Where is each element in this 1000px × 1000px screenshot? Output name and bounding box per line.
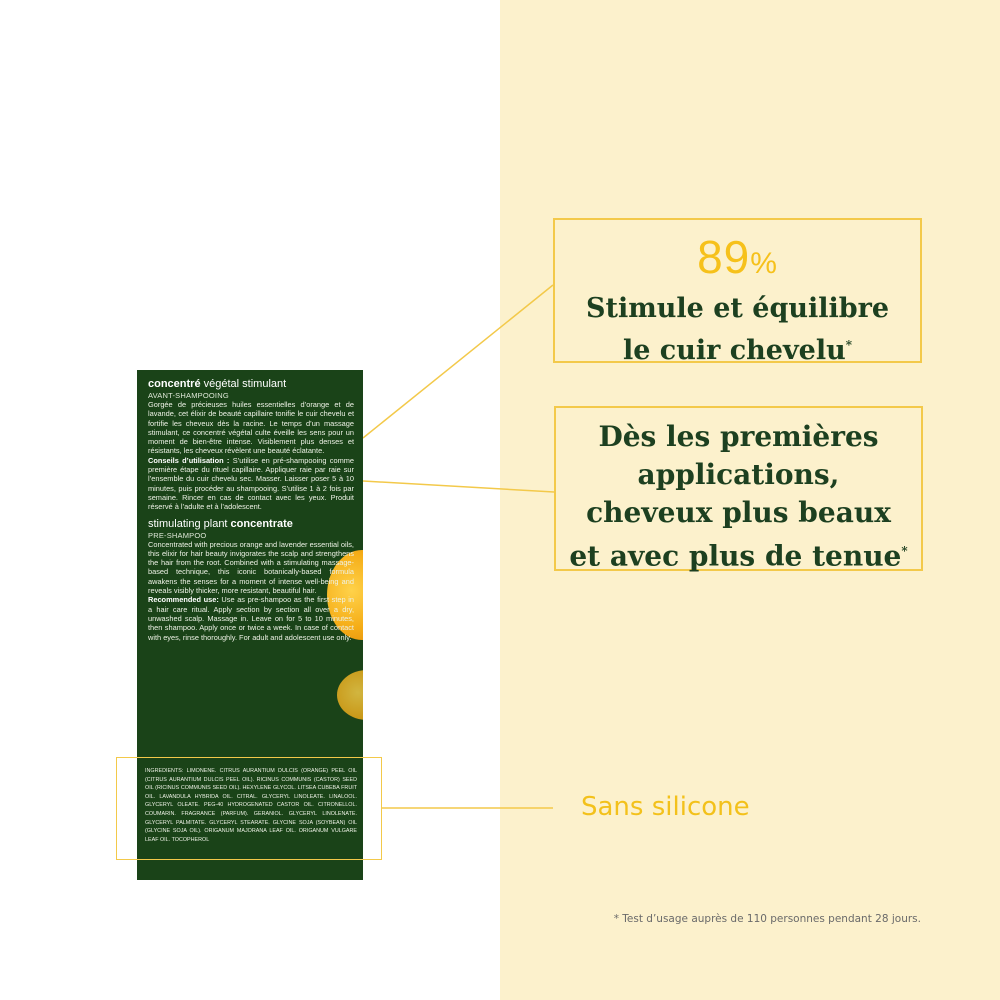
fr-title: concentré végétal stimulant xyxy=(148,378,287,390)
en-title: stimulating plant concentrate xyxy=(148,517,293,530)
callout-line-applications xyxy=(363,481,554,492)
fr-usage: Conseils d’utilisation : S’utilise en pré-shampooing comme première étape du rituel capillaire. Appliquer raie par raie sur l’ensemble du cuir chevelu sec. Masser. Laisser poser 5 à 10 minutes, puis procéder au shampooing. S’utilise 1 à 2 fois par semaine. Rincer en cas de contact avec les yeux. Produit réservé à l’adulte et à l’adolescent. xyxy=(148,455,355,512)
fr-subtitle: AVANT-SHAMPOOING xyxy=(148,391,229,400)
packaging-text xyxy=(148,378,354,642)
ingredients-highlight-frame xyxy=(116,757,382,860)
claim-text-scalp: Stimule et équilibre le cuir chevelu* xyxy=(585,293,890,366)
callout-line-scalp xyxy=(363,285,553,438)
claim-box-applications xyxy=(554,406,923,571)
fr-description: Gorgée de précieuses huiles essentielles d’orange et de lavande, cet élixir de beauté capillaire tonifie le cuir chevelu et fortifie les cheveux dès la racine. Le temps d’un massage stimulant, ce concentré végétal culte éveille les sens pour un moment de bien-être intense. Visiblement plus denses et résistants, les cheveux révèlent une beauté éclatante. xyxy=(148,400,354,456)
percentage-stat: 89% xyxy=(697,231,778,283)
footnote: * Test d’usage auprès de 110 personnes pendant 28 jours. xyxy=(613,913,921,925)
en-usage: Recommended use: Use as pre-shampoo as the first step in a hair care ritual. Apply section by section all over a dry, unwashed scalp. Massage in. Leave on for 5 to 10 minutes, then shampoo. Apply once or twice a week. In case of contact with eyes, rinse thoroughly. For adult and adolescent use only. xyxy=(148,595,354,642)
orange-slice-image xyxy=(337,670,363,720)
claim-box-scalp xyxy=(553,218,922,366)
sans-silicone-label: Sans silicone xyxy=(581,792,750,822)
claim-text-applications: Dès les premières applications, cheveux plus beaux et avec plus de tenue* xyxy=(569,420,908,573)
en-subtitle: PRE-SHAMPOO xyxy=(148,530,207,540)
ingredients-list: INGREDIENTS: LIMONENE. CITRUS AURANTIUM DULCIS (ORANGE) PEEL OIL (CITRUS AURANTIUM DULCIS PEEL OIL). RICINUS COMMUNIS (CASTOR) SEED OIL (RICINUS COMMUNIS SEED OIL). HEXYLENE GLYCOL. LITSEA CUBEBA FRUIT OIL. LAVANDULA HYBRIDA OIL. CITRAL. GLYCERYL LINOLEATE. LINALOOL. GLYCERYL OLEATE. PEG-40 HYDROGENATED CASTOR OIL. CITRONELLOL. COUMARIN. FRAGRANCE (PARFUM). GERANIOL. GLYCERYL LINOLENATE. GLYCERYL PALMITATE. GLYCERYL STEARATE. GLYCINE SOJA (SOYBEAN) OIL (GLYCINE SOJA OIL). ORIGANUM MAJORANA LEAF OIL. ORIGANUM VULGARE LEAF OIL. TOCOPHEROL xyxy=(145,768,357,843)
en-description: Concentrated with precious orange and lavender essential oils, this elixir for hair beauty invigorates the scalp and strengthens the hair from the root. Combined with a stimulating massage-based technique, this iconic botanically-based formula awakens the senses for a moment of intense well-being and reveals visibly thicker, more resistant, beautiful hair. xyxy=(148,539,354,596)
